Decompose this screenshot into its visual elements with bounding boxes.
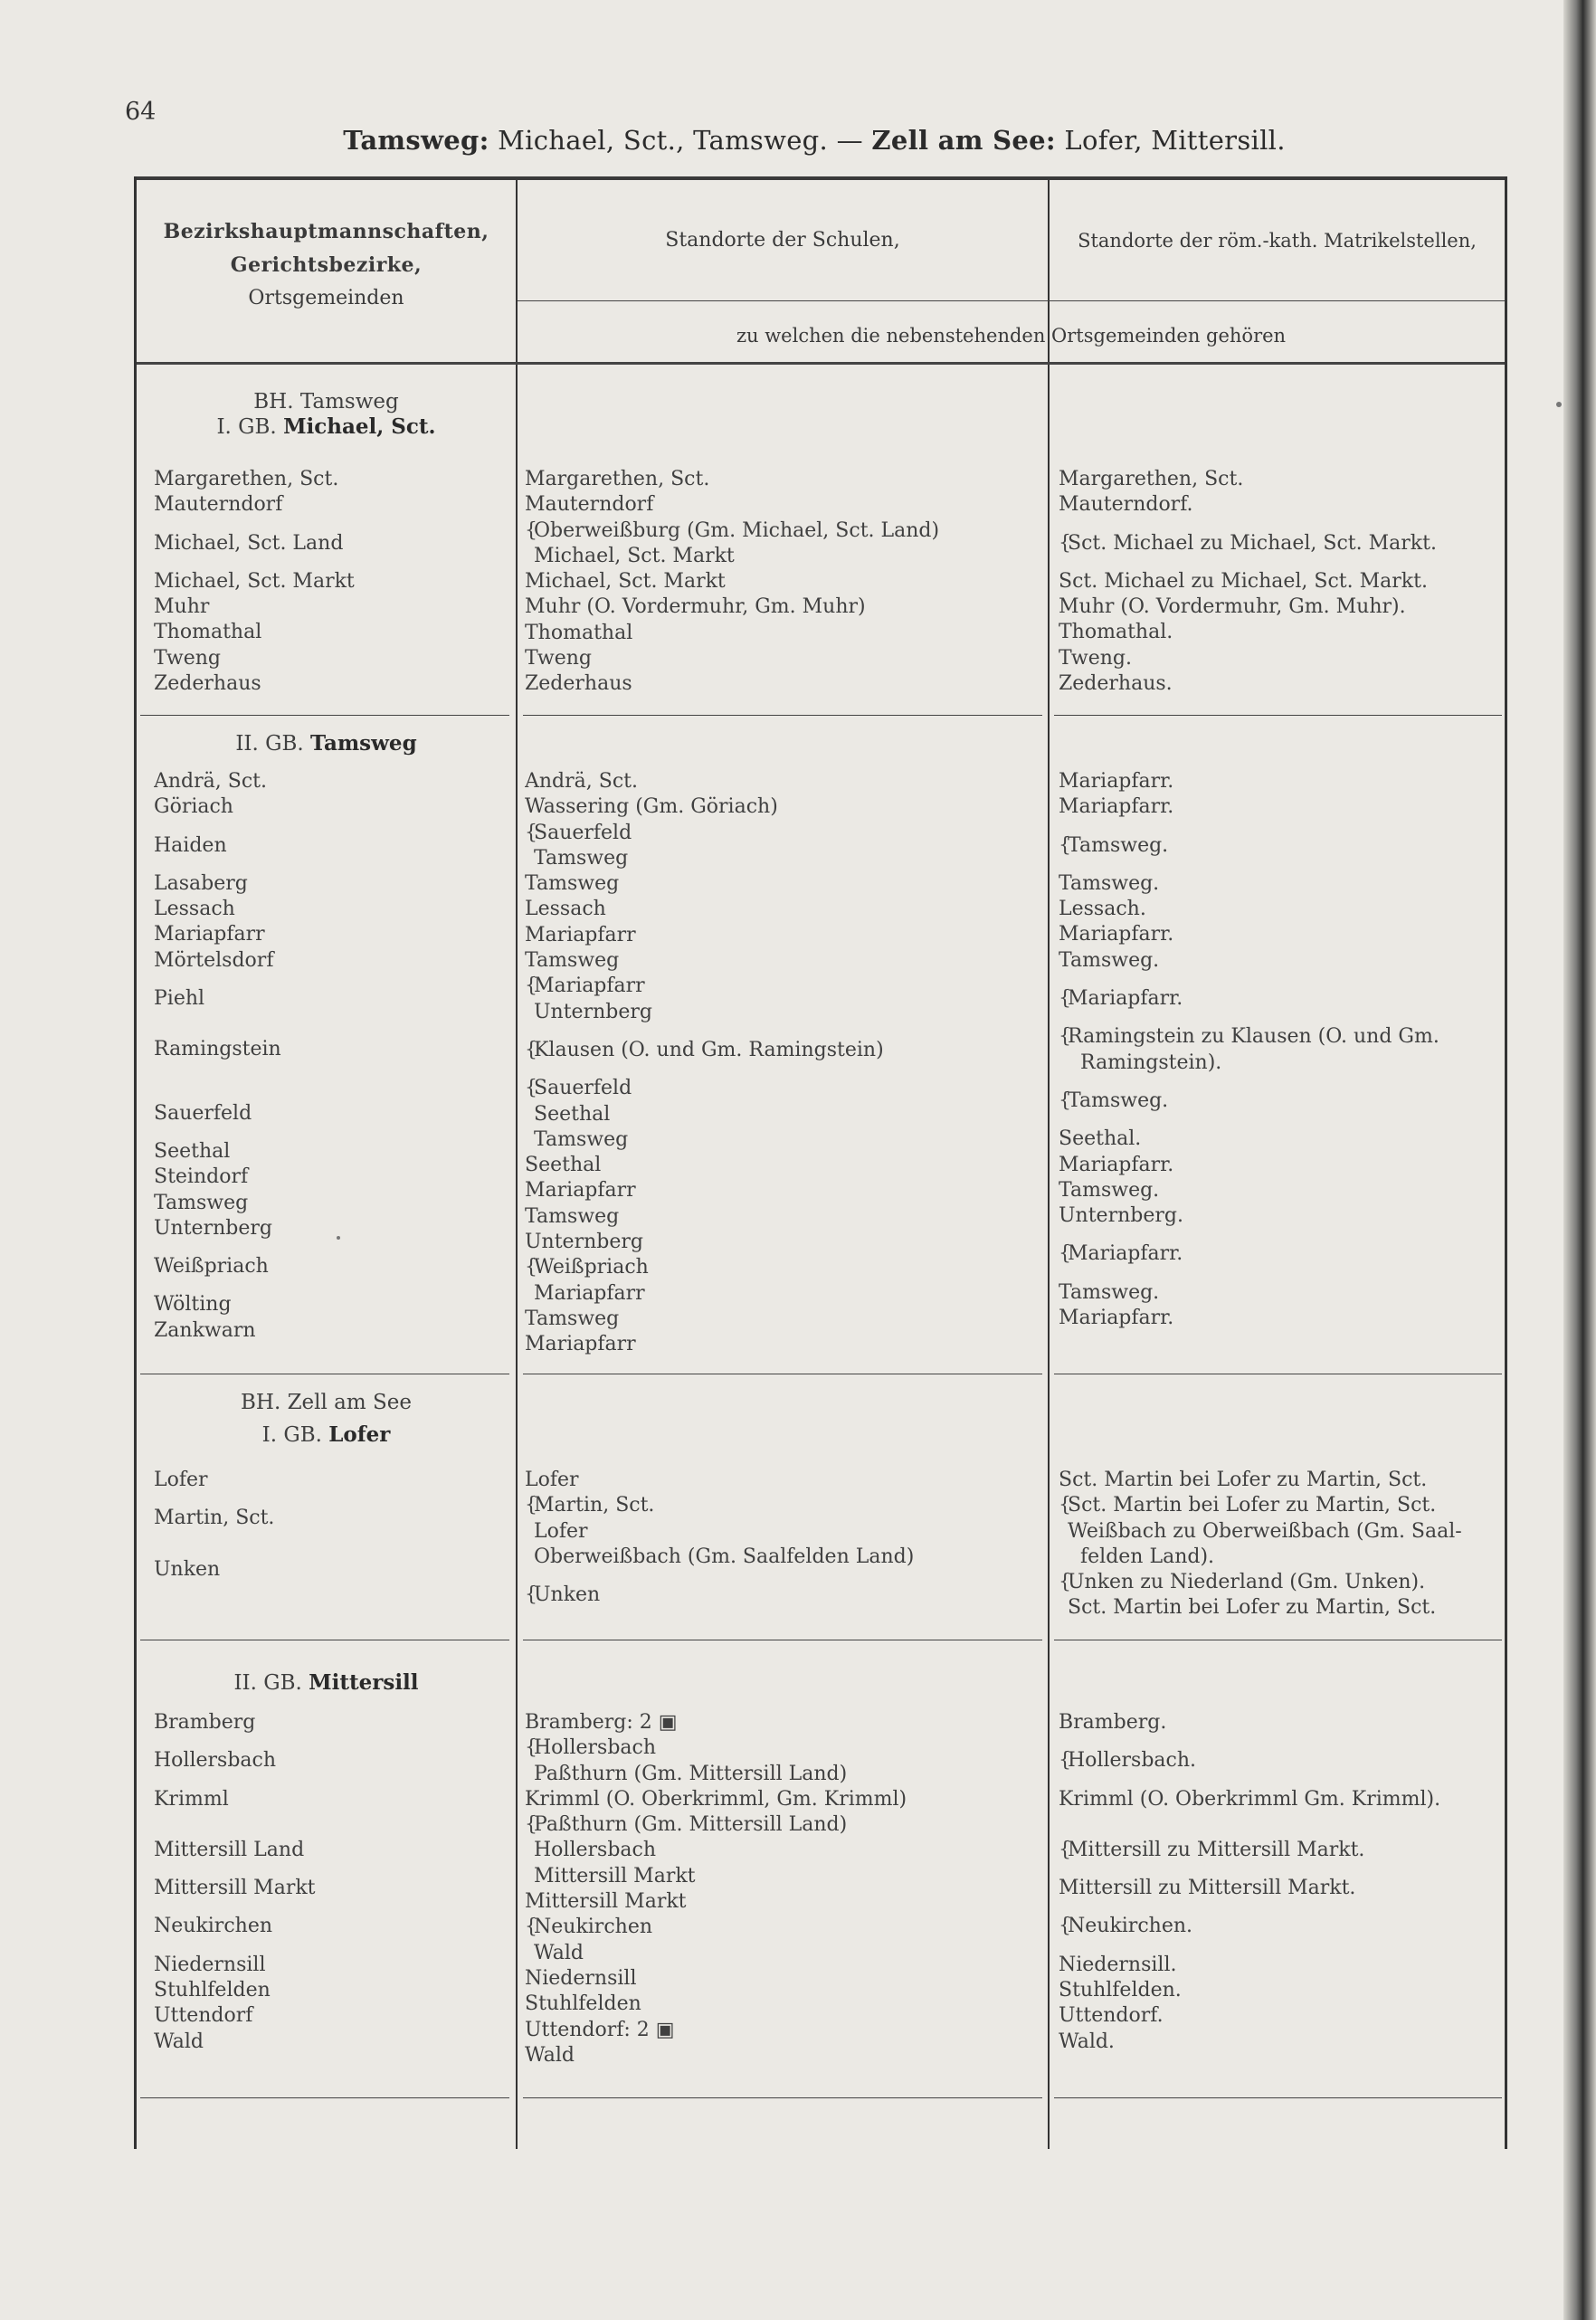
school-location-text: Seethal — [534, 1102, 611, 1126]
court-district-prefix: II. GB. — [233, 1671, 309, 1695]
municipality: Steindorf — [154, 1165, 249, 1189]
school-location: Mauterndorf — [525, 493, 654, 517]
municipality: Neukirchen — [154, 1915, 273, 1938]
header-col1 — [137, 215, 516, 315]
school-location — [525, 1864, 1045, 1889]
school-location-text: Unken — [534, 1583, 601, 1607]
municipality: Margarethen, Sct. — [154, 468, 339, 490]
section-3-heading — [137, 1390, 516, 1449]
parish: Seethal. — [1059, 1127, 1142, 1151]
court-district-name: Tamsweg — [310, 731, 417, 756]
school-location: Uttendorf: 2 ▣ — [525, 2018, 675, 2041]
district-heading — [137, 1390, 516, 1415]
parish-text: Mariapfarr. — [1068, 987, 1183, 1011]
section-rule-1 — [140, 715, 509, 716]
parish: Bramberg. — [1059, 1711, 1167, 1734]
header-col2: Standorte der Schulen, — [665, 229, 900, 252]
scan-edge — [1563, 0, 1596, 2320]
school-location: Thomathal — [525, 621, 633, 644]
school-location: {Paßthurn (Gm. Mittersill Land) — [525, 1813, 848, 1837]
school-location-text: Martin, Sct. — [534, 1494, 655, 1517]
municipality: Mariapfarr — [154, 923, 265, 946]
parish-text: Mittersill zu Mittersill Markt. — [1068, 1838, 1365, 1861]
table-left-border — [134, 176, 137, 2149]
parish: Sct. Martin bei Lofer zu Martin, Sct. — [1059, 1469, 1428, 1491]
school-location — [525, 1838, 1045, 1863]
section-2-col2 — [525, 769, 1045, 1358]
school-location: Mariapfarr — [525, 1179, 636, 1203]
court-district-heading — [137, 1422, 516, 1448]
municipality: Mittersill Markt — [154, 1877, 316, 1900]
school-location-text: Oberweißbach (Gm. Saalfelden Land) — [534, 1545, 915, 1568]
parish: {Mariapfarr. — [1059, 987, 1183, 1011]
school-location: Tamsweg — [525, 1204, 620, 1228]
parish: Mariapfarr. — [1059, 1307, 1174, 1330]
school-location: Margarethen, Sct. — [525, 468, 710, 490]
parish: Niedernsill. — [1059, 1953, 1177, 1976]
school-location — [525, 1127, 1045, 1153]
school-location: Seethal — [525, 1154, 602, 1177]
parish: {Tamsweg. — [1059, 1089, 1169, 1112]
school-location: Krimml (O. Oberkrimml, Gm. Krimml) — [525, 1787, 907, 1811]
municipality: Mauterndorf — [154, 493, 283, 517]
parish-text: Hollersbach. — [1068, 1749, 1197, 1773]
school-location: {Sauerfeld — [525, 821, 632, 844]
school-location-text: Wald — [534, 1941, 584, 1964]
municipality: Mittersill Land — [154, 1838, 305, 1861]
school-location-text: Mariapfarr — [534, 975, 645, 998]
parish: {Neukirchen. — [1059, 1915, 1192, 1938]
parish: {Ramingstein zu Klausen (O. und Gm. — [1059, 1025, 1439, 1049]
parish: Krimml (O. Oberkrimml Gm. Krimml). — [1059, 1787, 1441, 1811]
court-district-name: Mittersill — [309, 1670, 419, 1695]
parish: {Mittersill zu Mittersill Markt. — [1059, 1838, 1365, 1861]
section-3-col2 — [525, 1468, 1045, 1608]
section-rule-1b — [523, 715, 1042, 716]
municipality: Niedernsill — [154, 1953, 266, 1976]
school-location-text: Paßthurn (Gm. Mittersill Land) — [534, 1762, 848, 1785]
school-location-text: Klausen (O. und Gm. Ramingstein) — [534, 1038, 884, 1061]
header-bottom-rule — [137, 362, 1505, 365]
school-location: Muhr (O. Vordermuhr, Gm. Muhr) — [525, 595, 866, 619]
school-location-text: Weißpriach — [534, 1256, 649, 1279]
header-col1-line1: Bezirkshauptmannschaften, — [163, 220, 489, 243]
header-col3: Standorte der röm.-kath. Matrikelstellen, — [1078, 230, 1477, 252]
municipality: Unken — [154, 1557, 221, 1581]
parish — [1059, 1545, 1502, 1570]
school-location: {Hollersbach — [525, 1736, 657, 1760]
municipality: Stuhlfelden — [154, 1979, 271, 2002]
municipality: Seethal — [154, 1139, 231, 1163]
court-district-prefix: II. GB. — [235, 732, 311, 756]
municipality: Bramberg — [154, 1711, 256, 1734]
section-4-col2 — [525, 1710, 1045, 2068]
school-location — [525, 846, 1045, 871]
municipality: Piehl — [154, 987, 205, 1011]
section-1-col1 — [154, 467, 511, 697]
school-location: {Unken — [525, 1583, 601, 1607]
school-location: Mittersill Markt — [525, 1890, 687, 1914]
parish-text: Ramingstein zu Klausen (O. und Gm. — [1068, 1025, 1439, 1049]
parish: Tamsweg. — [1059, 948, 1160, 972]
municipality: Martin, Sct. — [154, 1507, 275, 1530]
school-location-text: Hollersbach — [534, 1839, 657, 1862]
section-3-col3 — [1059, 1468, 1502, 1621]
school-location — [525, 1519, 1045, 1545]
section-1-col3 — [1059, 467, 1502, 697]
municipality: Zederhaus — [154, 672, 261, 696]
header-subrule — [518, 300, 1505, 301]
court-district-name: Michael, Sct. — [283, 414, 436, 440]
section-4-heading — [137, 1670, 516, 1696]
parish: Mittersill zu Mittersill Markt. — [1059, 1877, 1356, 1900]
school-location: Wald — [525, 2043, 575, 2067]
parish: Unternberg. — [1059, 1204, 1183, 1228]
section-rule-4c — [1054, 2097, 1502, 2098]
parish: {Sct. Martin bei Lofer zu Martin, Sct. — [1059, 1494, 1437, 1517]
parish-text: Sct. Martin bei Lofer zu Martin, Sct. — [1068, 1494, 1437, 1517]
district-heading-text: BH. Zell am See — [240, 1391, 412, 1414]
parish-text: Sct. Michael zu Michael, Sct. Markt. — [1068, 531, 1437, 555]
school-location: Tweng — [525, 647, 592, 670]
running-head — [136, 125, 1493, 156]
school-location-text: Tamsweg — [534, 846, 629, 870]
school-location: Unternberg — [525, 1231, 643, 1254]
parish-text: felden Land). — [1080, 1545, 1215, 1568]
parish — [1059, 1051, 1502, 1076]
school-location: {Neukirchen — [525, 1916, 653, 1939]
municipality: Sauerfeld — [154, 1101, 252, 1125]
parish: Lessach. — [1059, 898, 1146, 921]
scan-speck — [337, 1236, 340, 1240]
parish-text: Neukirchen. — [1068, 1915, 1192, 1938]
municipality: Lessach — [154, 898, 235, 921]
school-location: Michael, Sct. Markt — [525, 570, 726, 594]
school-location-text: Michael, Sct. Markt — [534, 544, 735, 567]
parish: Stuhlfelden. — [1059, 1979, 1182, 2002]
school-location — [525, 1102, 1045, 1127]
school-location: Niedernsill — [525, 1966, 637, 1990]
parish: {Tamsweg. — [1059, 833, 1169, 857]
parish-text: Mariapfarr. — [1068, 1242, 1183, 1266]
section-2-col1 — [154, 769, 511, 1344]
municipality: Mörtelsdorf — [154, 948, 274, 972]
parish: Tamsweg. — [1059, 1280, 1160, 1304]
school-location: {Weißpriach — [525, 1256, 649, 1279]
header-col1-line2: Gerichtsbezirke, — [230, 253, 423, 277]
school-location-text: Paßthurn (Gm. Mittersill Land) — [534, 1813, 848, 1837]
municipality: Muhr — [154, 595, 210, 619]
section-4-col1 — [154, 1710, 511, 2055]
municipality: Tweng — [154, 646, 221, 670]
running-head-text-1: Michael, Sct., Tamsweg. — — [489, 125, 872, 156]
school-location: Lessach — [525, 898, 606, 921]
section-1-heading — [137, 389, 516, 441]
parish: {Sct. Michael zu Michael, Sct. Markt. — [1059, 531, 1437, 555]
parish — [1059, 1519, 1502, 1545]
court-district-heading — [137, 731, 516, 756]
parish: Muhr (O. Vordermuhr, Gm. Muhr). — [1059, 595, 1406, 619]
municipality: Uttendorf — [154, 2004, 253, 2028]
parish: {Unken zu Niederland (Gm. Unken). — [1059, 1571, 1426, 1594]
parish-text: Unken zu Niederland (Gm. Unken). — [1068, 1571, 1426, 1594]
municipality: Göriach — [154, 795, 233, 819]
parish: Mariapfarr. — [1059, 923, 1174, 946]
section-rule-4b — [523, 2097, 1042, 2098]
school-location: {Martin, Sct. — [525, 1494, 655, 1517]
parish: Zederhaus. — [1059, 672, 1173, 696]
school-location — [525, 1000, 1045, 1025]
municipality: Unternberg — [154, 1216, 272, 1240]
school-location-text: Oberweißburg (Gm. Michael, Sct. Land) — [534, 518, 940, 542]
school-location — [525, 1762, 1045, 1787]
district-heading: BH. Tamsweg — [253, 390, 399, 414]
parish: {Hollersbach. — [1059, 1749, 1197, 1773]
school-location-text: Unternberg — [534, 1000, 652, 1023]
scan-speck — [1556, 402, 1562, 407]
court-district-heading — [137, 414, 516, 440]
school-location — [525, 1545, 1045, 1570]
parish: Margarethen, Sct. — [1059, 468, 1244, 490]
municipality: Thomathal — [154, 621, 262, 644]
school-location-text: Mariapfarr — [534, 1281, 645, 1305]
school-location: {Klausen (O. und Gm. Ramingstein) — [525, 1038, 884, 1061]
header-col1-line3: Ortsgemeinden — [248, 287, 404, 309]
municipality: Lasaberg — [154, 871, 248, 895]
municipality: Krimml — [154, 1787, 229, 1811]
court-district-prefix: I. GB. — [261, 1423, 329, 1448]
school-location: Zederhaus — [525, 672, 632, 696]
school-location-text: Lofer — [534, 1519, 588, 1543]
school-location — [525, 1281, 1045, 1307]
municipality: Tamsweg — [154, 1191, 249, 1214]
school-location: Tamsweg — [525, 1307, 620, 1330]
court-district-name: Lofer — [328, 1422, 391, 1448]
school-location: Bramberg: 2 ▣ — [525, 1711, 678, 1734]
parish: Mauterndorf. — [1059, 493, 1193, 517]
municipality: Weißpriach — [154, 1255, 269, 1279]
municipality: Hollersbach — [154, 1749, 277, 1773]
parish: Mariapfarr. — [1059, 1153, 1174, 1176]
school-location: {Mariapfarr — [525, 975, 645, 998]
section-1-col2 — [525, 467, 1045, 698]
parish: Wald. — [1059, 2030, 1115, 2053]
col-divider-1 — [516, 180, 518, 2149]
parish: Tamsweg. — [1059, 1178, 1160, 1202]
table-right-border — [1505, 176, 1507, 2149]
running-head-district-1: Tamsweg: — [343, 125, 489, 156]
section-3-col1 — [154, 1468, 511, 1583]
section-4-col3 — [1059, 1710, 1502, 2055]
school-location: Stuhlfelden — [525, 1992, 641, 2016]
school-location: {Oberweißburg (Gm. Michael, Sct. Land) — [525, 518, 940, 542]
school-location: Mariapfarr — [525, 1333, 636, 1356]
parish-text: Weißbach zu Oberweißbach (Gm. Saal- — [1068, 1519, 1462, 1543]
parish: Tamsweg. — [1059, 871, 1160, 895]
school-location: Mariapfarr — [525, 923, 636, 946]
section-2-col3 — [1059, 769, 1502, 1331]
parish-text: Ramingstein). — [1080, 1051, 1222, 1074]
parish: {Mariapfarr. — [1059, 1242, 1183, 1266]
parish-text: Tamsweg. — [1068, 833, 1169, 857]
municipality: Haiden — [154, 833, 227, 857]
school-location — [525, 1941, 1045, 1966]
school-location: Lofer — [525, 1469, 579, 1491]
header-common: zu welchen die nebenstehenden Ortsgemeinden gehören — [736, 325, 1287, 347]
school-location: Wassering (Gm. Göriach) — [525, 795, 778, 819]
parish: Uttendorf. — [1059, 2004, 1164, 2028]
parish — [1059, 1595, 1502, 1621]
parish: Sct. Michael zu Michael, Sct. Markt. — [1059, 569, 1428, 593]
school-location-text: Hollersbach — [534, 1736, 657, 1760]
section-rule-4 — [140, 2097, 509, 2098]
school-location-text: Neukirchen — [534, 1916, 653, 1939]
running-head-text-2: Lofer, Mittersill. — [1055, 125, 1286, 156]
municipality: Lofer — [154, 1469, 208, 1491]
school-location: Andrä, Sct. — [525, 770, 638, 793]
municipality: Michael, Sct. Markt — [154, 569, 355, 593]
section-2-heading — [137, 731, 516, 756]
section-rule-1c — [1054, 715, 1502, 716]
parish: Thomathal. — [1059, 621, 1173, 644]
parish: Mariapfarr. — [1059, 795, 1174, 819]
municipality: Ramingstein — [154, 1038, 281, 1061]
municipality: Andrä, Sct. — [154, 770, 267, 793]
municipality: Zankwarn — [154, 1318, 256, 1342]
table-top-rule — [134, 176, 1507, 180]
parish-text: Tamsweg. — [1068, 1089, 1169, 1112]
col-divider-2 — [1048, 180, 1050, 2149]
running-head-district-2: Zell am See: — [871, 125, 1056, 156]
school-location: Tamsweg — [525, 872, 620, 896]
school-location: {Sauerfeld — [525, 1077, 632, 1100]
school-location-text: Mittersill Markt — [534, 1864, 696, 1887]
court-district-prefix: I. GB. — [216, 415, 284, 440]
school-location: Tamsweg — [525, 949, 620, 973]
municipality: Wölting — [154, 1293, 232, 1317]
municipality: Wald — [154, 2030, 204, 2053]
school-location-text: Tamsweg — [534, 1127, 629, 1151]
parish-text: Sct. Martin bei Lofer zu Martin, Sct. — [1068, 1596, 1437, 1620]
parish: Tweng. — [1059, 646, 1132, 670]
court-district-heading — [137, 1670, 516, 1696]
municipality: Michael, Sct. Land — [154, 531, 344, 555]
school-location — [525, 544, 1045, 569]
parish: Mariapfarr. — [1059, 770, 1174, 793]
school-location-text: Sauerfeld — [534, 1077, 632, 1100]
page-number: 64 — [125, 98, 157, 126]
school-location-text: Sauerfeld — [534, 821, 632, 844]
